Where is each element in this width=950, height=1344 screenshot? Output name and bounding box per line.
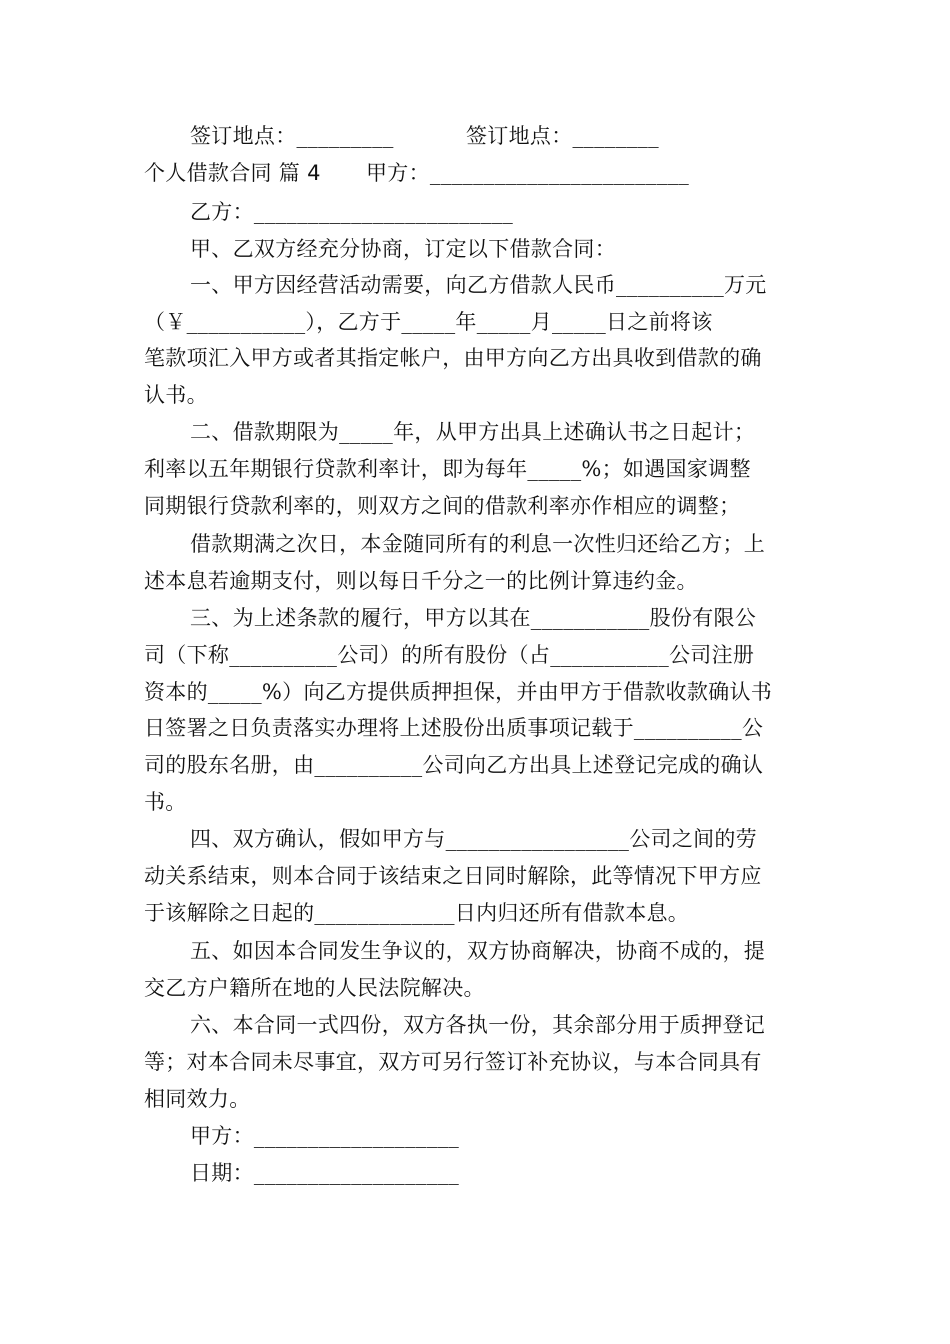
body-line: 相同效力。 <box>144 1087 251 1111</box>
party-a-label: 甲方： <box>366 161 430 185</box>
title-text: 个人借款合同 <box>144 161 272 185</box>
title-suffix: 篇 4 <box>271 161 321 185</box>
signing-place-blank-2: ________ <box>572 124 659 148</box>
signature-party-a-row <box>190 1122 459 1150</box>
body-line: 书。 <box>144 790 187 814</box>
body-line: 二、借款期限为_____年，从甲方出具上述确认书之日起计； <box>190 420 756 444</box>
signing-place-label-2: 签订地点： <box>466 124 573 148</box>
date-blank: ___________________ <box>253 1161 460 1185</box>
body-line: 五、如因本合同发生争议的，双方协商解决，协商不成的，提 <box>190 939 766 963</box>
body-line: 利率以五年期银行贷款利率计，即为每年_____%；如遇国家调整 <box>144 457 751 481</box>
body-line: 同期银行贷款利率的，则双方之间的借款利率亦作相应的调整； <box>144 494 741 518</box>
party-b-row <box>190 198 513 226</box>
signature-party-a-blank: ___________________ <box>253 1124 460 1148</box>
body-line: 司（下称__________公司）的所有股份（占___________公司注册 <box>144 643 755 667</box>
party-a-row <box>366 159 689 187</box>
body-line: 于该解除之日起的_____________日内归还所有借款本息。 <box>144 901 690 925</box>
party-a-blank: ________________________ <box>429 161 690 185</box>
body-line: 认书。 <box>144 383 208 407</box>
signing-place-row-2 <box>466 122 659 150</box>
document-title <box>144 159 321 187</box>
body-line: 资本的_____%）向乙方提供质押担保，并由甲方于借款收款确认书 <box>144 680 773 704</box>
signing-place-blank-1: _________ <box>296 124 394 148</box>
body-line: 三、为上述条款的履行，甲方以其在___________股份有限公 <box>190 606 757 630</box>
signing-place-row <box>190 122 394 150</box>
body-line: 动关系结束，则本合同于该结束之日同时解除，此等情况下甲方应 <box>144 864 762 888</box>
body-line: 日签署之日负责落实办理将上述股份出质事项记载于__________公 <box>144 716 764 740</box>
signature-party-a-label: 甲方： <box>190 1124 254 1148</box>
signing-place-label-1: 签订地点： <box>190 124 297 148</box>
body-line: 等；对本合同未尽事宜，双方可另行签订补充协议，与本合同具有 <box>144 1050 762 1074</box>
body-line: 述本息若逾期支付，则以每日千分之一的比例计算违约金。 <box>144 569 698 593</box>
body-line: 四、双方确认，假如甲方与_________________公司之间的劳 <box>190 827 757 851</box>
body-line: 司的股东名册，由__________公司向乙方出具上述登记完成的确认 <box>144 753 764 777</box>
body-line: 笔款项汇入甲方或者其指定帐户，由甲方向乙方出具收到借款的确 <box>144 346 762 370</box>
date-label: 日期： <box>190 1161 254 1185</box>
party-b-blank: ________________________ <box>253 200 514 224</box>
body-line: 六、本合同一式四份，双方各执一份，其余部分用于质押登记 <box>190 1013 766 1037</box>
body-line: 甲、乙双方经充分协商，订定以下借款合同： <box>190 237 616 261</box>
party-b-label: 乙方： <box>190 200 254 224</box>
body-line: 一、甲方因经营活动需要，向乙方借款人民币__________万元 <box>190 273 767 297</box>
body-line: 交乙方户籍所在地的人民法院解决。 <box>144 976 485 1000</box>
date-row <box>190 1159 459 1187</box>
body-line: （￥___________），乙方于_____年_____月_____日之前将该 <box>144 310 713 334</box>
body-line: 借款期满之次日，本金随同所有的利息一次性归还给乙方；上 <box>190 532 766 556</box>
